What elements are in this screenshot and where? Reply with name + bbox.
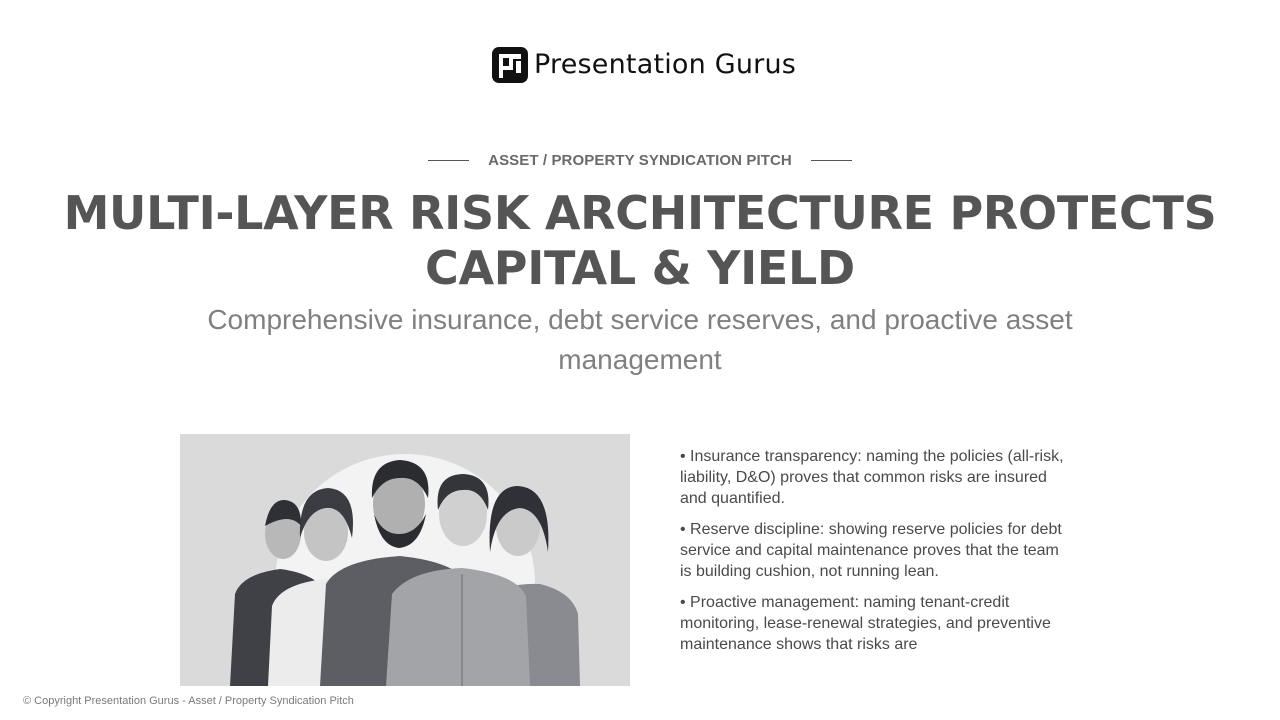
slide-title: MULTI-LAYER RISK ARCHITECTURE PROTECTS CAPITAL & YIELD (63, 186, 1217, 295)
bullet-item-management: • Proactive management: naming tenant-credit monitoring, lease-renewal strategies, and preventive maintenance shows that risks are (680, 594, 1051, 653)
copyright-footer: © Copyright Presentation Gurus - Asset / Property Syndication Pitch (23, 695, 354, 707)
presentation-gurus-logo-icon (492, 47, 528, 83)
bullet-item-reserve: • Reserve discipline: showing reserve policies for debt service and capital maintenance proves that the team is building cushion, not running lean. (680, 521, 1062, 580)
eyebrow-text: ASSET / PROPERTY SYNDICATION PITCH (488, 152, 792, 169)
brand-logo (492, 47, 796, 83)
eyebrow-rule-right (811, 160, 852, 161)
bullet-list (680, 446, 1065, 665)
eyebrow-rule-left (428, 160, 469, 161)
brand-name: Presentation Gurus (534, 49, 797, 80)
team-illustration (180, 434, 630, 686)
slide-subtitle: Comprehensive insurance, debt service reserves, and proactive asset management (207, 304, 1073, 375)
bullet-item-insurance: • Insurance transparency: naming the policies (all-risk, liability, D&O) proves that common risks are insured and quantified. (680, 448, 1064, 507)
eyebrow (0, 152, 1280, 169)
